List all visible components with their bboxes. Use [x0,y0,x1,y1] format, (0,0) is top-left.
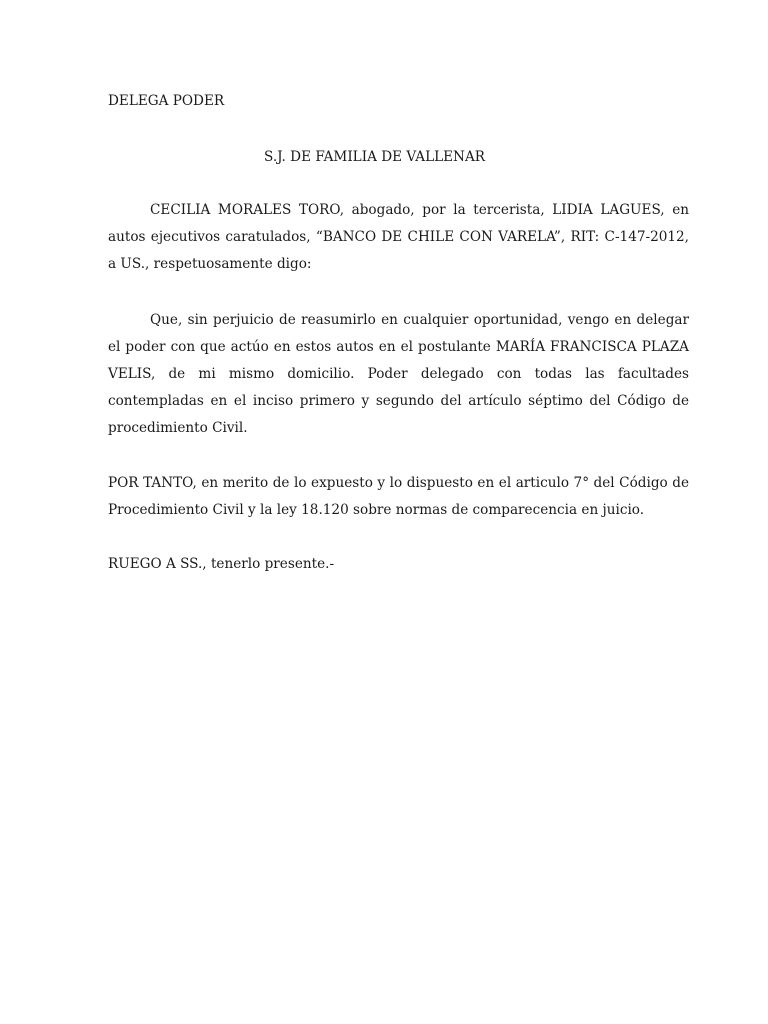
paragraph-delegation: Que, sin perjuicio de reasumirlo en cualquier oportunidad, vengo en delegar el poder con que actúo en estos autos en el postulante MARÍA FRANCISCA PLAZA VELIS, de mi mismo domicilio. Poder delegado con todas las facultades contempladas en el inciso primero y segundo del artículo séptimo del Código de procedimiento Civil. [108,312,689,436]
paragraph-presentation: CECILIA MORALES TORO, abogado, por la tercerista, LIDIA LAGUES, en autos ejecutivos caratulados, “BANCO DE CHILE CON VARELA”, RIT: C-147-2012, a US., respetuosamente digo: [108,202,689,272]
document-title: DELEGA PODER [108,93,225,109]
paragraph-por-tanto: POR TANTO, en merito de lo expuesto y lo dispuesto en el articulo 7° del Código de Procedimiento Civil y la ley 18.120 sobre normas de comparecencia en juicio. [108,475,689,518]
paragraph-ruego: RUEGO A SS., tenerlo presente.- [108,556,335,572]
court-heading: S.J. DE FAMILIA DE VALLENAR [264,149,485,165]
